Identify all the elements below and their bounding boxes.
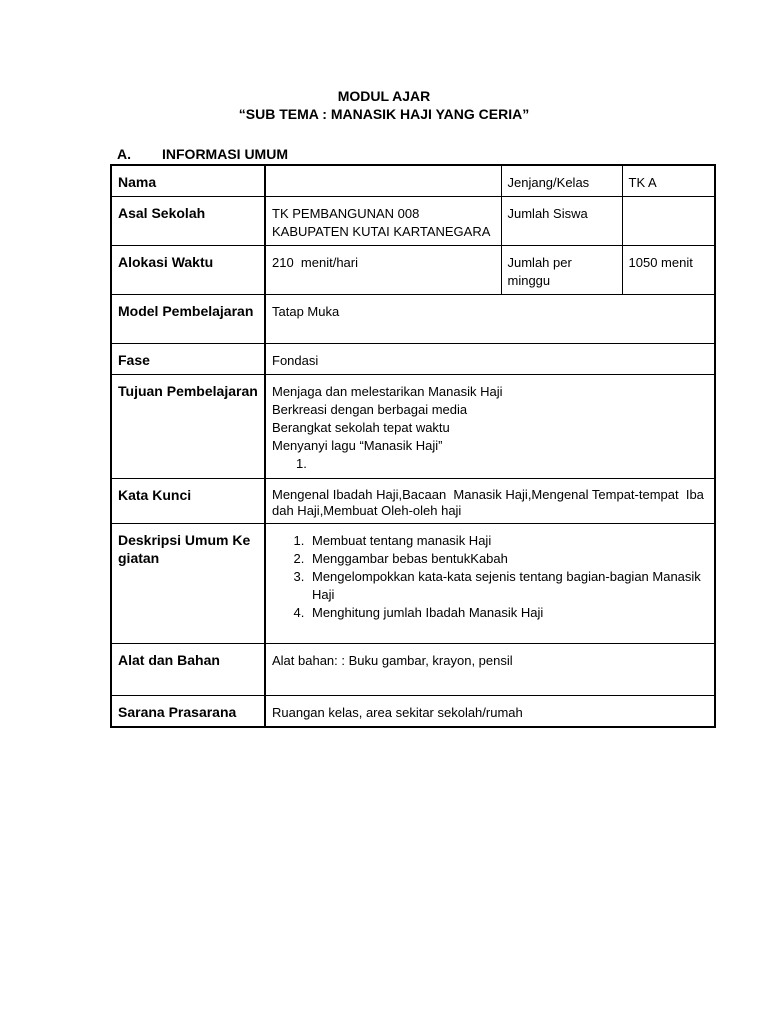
table-row-alat-dan-bahan [111,644,715,696]
jumlah-per-minggu-label [501,246,622,295]
asal-sekolah-value [265,197,501,246]
alat-dan-bahan-label: Alat dan Bahan [111,644,265,696]
table-row-alokasi-waktu [111,246,715,295]
table-row-kata-kunci [111,479,715,524]
jumlah-per-minggu-line: minggu [507,273,551,288]
table-row-asal-sekolah [111,197,715,246]
jumlah-per-minggu-line: Jumlah per [507,255,572,270]
document-title: MODUL AJAR [337,88,431,104]
table-row-tujuan-pembelajaran [111,375,715,479]
table-row-model-pembelajaran [111,295,715,344]
kegiatan-list [272,532,708,622]
alokasi-waktu-value: 210 menit/hari [265,246,501,295]
table-row-fase [111,344,715,375]
jumlah-per-minggu-value: 1050 menit [622,246,715,295]
deskripsi-umum-kegiatan-value [265,524,715,644]
list-item: 2. Menggambar bebas bentukKabah [308,550,708,568]
table-row-sarana-prasarana [111,696,715,728]
tujuan-pembelajaran-label: Tujuan Pembelajaran [111,375,265,479]
section-number: A. [117,146,131,162]
kata-kunci-value: Mengenal Ibadah Haji,Bacaan Manasik Haji,Mengenal Tempat-tempat Ibadah Haji,Membuat Oleh-oleh haji [265,479,715,524]
jenjang-kelas-value: TK A [622,165,715,197]
tujuan-pembelajaran-value [265,375,715,479]
tujuan-empty-item: 1. [296,456,307,471]
tujuan-line: Menjaga dan melestarikan Manasik Haji [272,384,503,399]
asal-sekolah-label: Asal Sekolah [111,197,265,246]
list-item: 3. Mengelompokkan kata-kata sejenis tentang bagian-bagian Manasik Haji [308,568,708,604]
nama-label: Nama [111,165,265,197]
kata-kunci-label: Kata Kunci [111,479,265,524]
model-pembelajaran-value: Tatap Muka [265,295,715,344]
tujuan-line: Berkreasi dengan berbagai media [272,402,468,417]
asal-sekolah-line: TK PEMBANGUNAN 008 [272,206,420,221]
alokasi-waktu-label: Alokasi Waktu [111,246,265,295]
model-pembelajaran-label: Model Pembelajaran [111,295,265,344]
asal-sekolah-line: KABUPATEN KUTAI KARTANEGARA [272,224,491,239]
tujuan-line: Berangkat sekolah tepat waktu [272,420,450,435]
deskripsi-umum-kegiatan-label: Deskripsi Umum Kegiatan [111,524,265,644]
alat-dan-bahan-value: Alat bahan: : Buku gambar, krayon, pensil [265,644,715,696]
tujuan-line: Menyanyi lagu “Manasik Haji” [272,438,443,453]
fase-label: Fase [111,344,265,375]
list-item: 4. Menghitung jumlah Ibadah Manasik Haji [308,604,708,622]
document-subtitle: “SUB TEMA : MANASIK HAJI YANG CERIA” [238,106,530,122]
document-header [0,87,768,123]
table-row-nama [111,165,715,197]
list-item: 1. Membuat tentang manasik Haji [308,532,708,550]
jenjang-kelas-label: Jenjang/Kelas [501,165,622,197]
table-row-deskripsi-umum-kegiatan [111,524,715,644]
jumlah-siswa-value [622,197,715,246]
fase-value: Fondasi [265,344,715,375]
nama-value [265,165,501,197]
sarana-prasarana-value: Ruangan kelas, area sekitar sekolah/rumah [265,696,715,728]
jumlah-siswa-label: Jumlah Siswa [501,197,622,246]
section-label: INFORMASI UMUM [162,146,288,162]
section-heading [117,146,288,162]
sarana-prasarana-label: Sarana Prasarana [111,696,265,728]
informasi-umum-table [110,164,716,728]
